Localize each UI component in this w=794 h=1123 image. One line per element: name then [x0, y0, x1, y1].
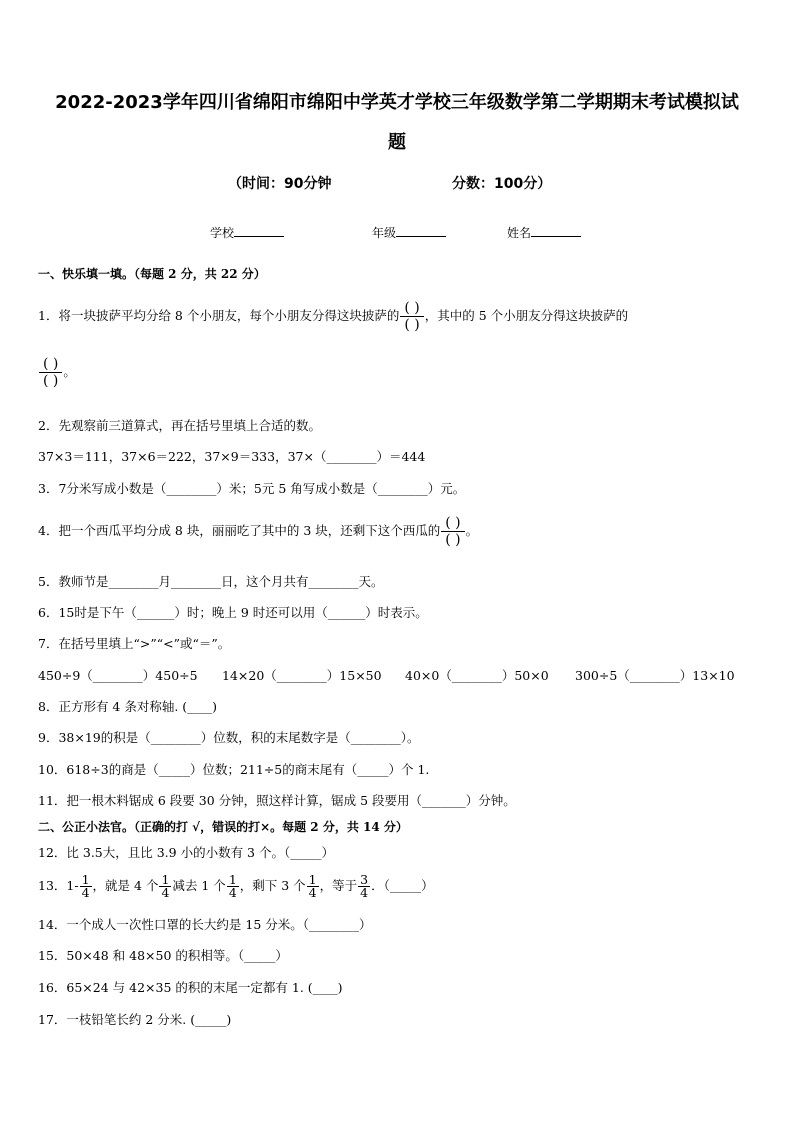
- q4-fraction[interactable]: $\frac{( )}{( )}$: [441, 515, 464, 548]
- q1-fraction-1[interactable]: $\frac{( )}{( )}$: [400, 300, 423, 333]
- q4-text-b: 。: [465, 523, 479, 538]
- fraction-one-quarter: $\frac{1}{4}$: [161, 871, 170, 900]
- school-label: 学校: [210, 226, 235, 240]
- question-15: 15．50×48 和 48×50 的积相等。（_____）: [38, 948, 288, 963]
- q1-text-a: 1．将一块披萨平均分给 8 个小朋友，每个小朋友分得这块披萨的: [38, 308, 400, 323]
- question-7: 7．在括号里填上“>”“<”或“＝”。: [38, 636, 231, 651]
- question-10: 10．618÷3的商是（_____）位数；211÷5的商末尾有（_____）个 1.: [38, 762, 430, 777]
- question-1-cont: [38, 352, 76, 392]
- grade-field[interactable]: [372, 224, 446, 241]
- q7-item-2: 14×20（________）15×50: [222, 668, 382, 683]
- name-field[interactable]: [507, 224, 581, 241]
- score-label: 分数：100分）: [452, 176, 552, 192]
- q7-item-1: 450÷9（________）450÷5: [38, 668, 198, 683]
- question-9: 9．38×19的积是（________）位数，积的末尾数字是（________）。: [38, 730, 420, 745]
- school-field[interactable]: [210, 224, 284, 241]
- fraction-three-quarters: $\frac{3}{4}$: [360, 871, 369, 900]
- name-label: 姓名: [507, 226, 532, 240]
- question-12: 12．比 3.5大，且比 3.9 小的小数有 3 个。（_____）: [38, 845, 334, 860]
- question-1: [38, 296, 628, 336]
- doc-title-line2: 题: [388, 132, 406, 153]
- question-16: 16．65×24 与 42×35 的积的末尾一定都有 1. (____): [38, 980, 343, 995]
- question-13: 13．1- $\frac{1}{4}$ ，就是 4 个 $\frac{1}{4}$ 减去 1 个 $\frac{1}{4}$ ，剩下 3 个 $\frac{1}{4}$ ，等于 $\frac{3}{4}$ ．（_____）: [38, 871, 434, 900]
- fraction-one-quarter: $\frac{1}{4}$: [81, 871, 90, 900]
- fraction-one-quarter: $\frac{1}{4}$: [228, 871, 237, 900]
- time-label: （时间：90分钟: [228, 176, 332, 192]
- question-8: 8．正方形有 4 条对称轴. (____): [38, 699, 218, 714]
- section-1-heading: 一、快乐填一填。（每题 2 分，共 22 分）: [38, 267, 266, 281]
- question-4: [38, 511, 478, 551]
- question-14: 14．一个成人一次性口罩的长大约是 15 分米。（________）: [38, 917, 372, 932]
- question-6: 6．15时是下午（______）时；晚上 9 时还可以用（______）时表示。: [38, 605, 428, 620]
- grade-label: 年级: [372, 226, 397, 240]
- fraction-one-quarter: $\frac{1}{4}$: [308, 871, 317, 900]
- q1-text-b: ，其中的 5 个小朋友分得这块披萨的: [424, 308, 629, 323]
- question-3: 3．7分米写成小数是（________）米；5元 5 角写成小数是（________）元。: [38, 481, 466, 496]
- section-2-heading: 二、公正小法官。（正确的打 √，错误的打×。每题 2 分，共 14 分）: [38, 820, 408, 834]
- question-2-equations: 37×3＝111，37×6＝222，37×9＝333，37×（________）＝444: [38, 449, 426, 464]
- question-2: 2．先观察前三道算式，再在括号里填上合适的数。: [38, 418, 321, 433]
- doc-title-line1: 2022-2023学年四川省绵阳市绵阳中学英才学校三年级数学第二学期期末考试模拟试: [55, 92, 739, 113]
- q1-text-c: 。: [63, 364, 76, 379]
- q7-item-4: 300÷5（________）13×10: [575, 668, 735, 683]
- q7-item-3: 40×0（________）50×0: [405, 668, 549, 683]
- question-11: 11．把一根木料锯成 6 段要 30 分钟，照这样计算，锯成 5 段要用（_______）分钟。: [38, 793, 516, 808]
- q4-text-a: 4．把一个西瓜平均分成 8 块，丽丽吃了其中的 3 块，还剩下这个西瓜的: [38, 523, 441, 538]
- q1-fraction-2[interactable]: $\frac{( )}{( )}$: [39, 356, 62, 389]
- question-5: 5．教师节是________月________日，这个月共有________天。: [38, 574, 384, 589]
- question-17: 17．一枝铅笔长约 2 分米. (_____): [38, 1012, 232, 1027]
